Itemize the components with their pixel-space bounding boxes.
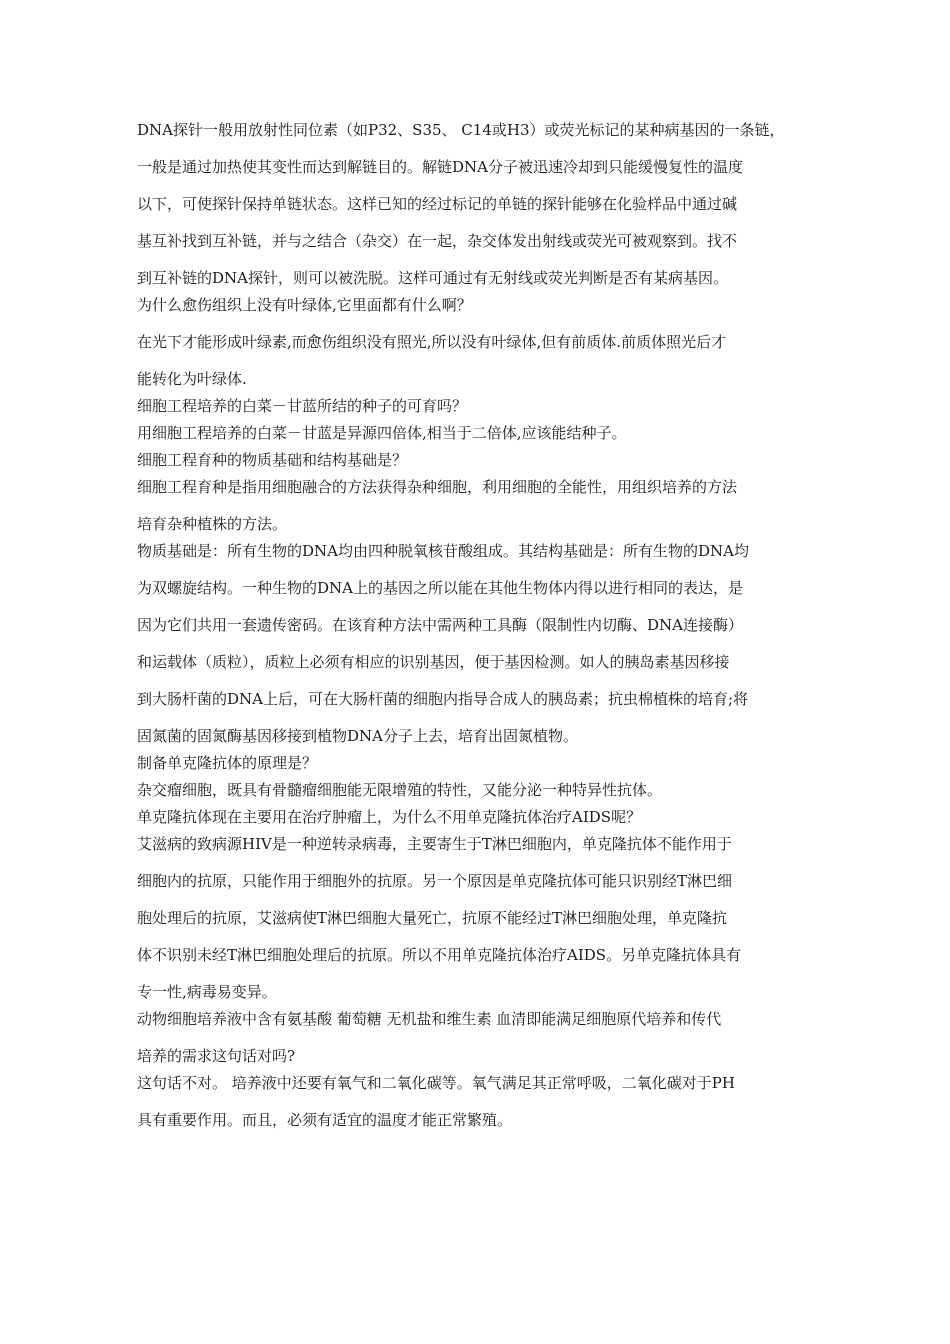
question-line: 细胞工程培养的白菜－甘蓝所结的种子的可育吗？ [137, 397, 468, 415]
text-line: 胞处理后的抗原，艾滋病使T淋巴细胞大量死亡，抗原不能经过T淋巴细胞处理，单克隆抗 [137, 909, 728, 927]
text-line: 在光下才能形成叶绿素,而愈伤组织没有照光,所以没有叶绿体,但有前质体.前质体照光后才 [137, 333, 727, 351]
text-line: 因为它们共用一套遗传密码。在该育种方法中需两种工具酶（限制性内切酶、DNA连接酶） [137, 616, 743, 634]
text-line: 基互补找到互补链，并与之结合（杂交）在一起，杂交体发出射线或荧光可被观察到。找不 [137, 232, 738, 250]
text-line: 艾滋病的致病源HIV是一种逆转录病毒，主要寄生于T淋巴细胞内，单克隆抗体不能作用于 [137, 835, 732, 853]
text-line: 杂交瘤细胞，既具有骨髓瘤细胞能无限增殖的特性，又能分泌一种特异性抗体。 [137, 781, 663, 799]
text-line: 用细胞工程培养的白菜－甘蓝是异源四倍体,相当于二倍体,应该能结种子。 [137, 424, 627, 442]
text-line: 体不识别未经T淋巴细胞处理后的抗原。所以不用单克隆抗体治疗AIDS。另单克隆抗体具有 [137, 946, 742, 964]
document-body [137, 120, 809, 1130]
text-line: 能转化为叶绿体. [137, 370, 247, 388]
text-line: 为双螺旋结构。一种生物的DNA上的基因之所以能在其他生物体内得以进行相同的表达，是 [137, 579, 743, 597]
text-line: 细胞工程育种是指用细胞融合的方法获得杂种细胞，利用细胞的全能性，用组织培养的方法 [137, 478, 738, 496]
question-line: 动物细胞培养液中含有氨基酸 葡萄糖 无机盐和维生素 血清即能满足细胞原代培养和传代 [137, 1010, 722, 1028]
text-line: 和运载体（质粒），质粒上必须有相应的识别基因，便于基因检测。如人的胰岛素基因移接 [137, 653, 730, 671]
text-line: 固氮菌的固氮酶基因移接到植物DNA分子上去，培育出固氮植物。 [137, 727, 578, 745]
text-line: DNA探针一般用放射性同位素（如P32、S35、 C14或H3）或荧光标记的某种病基因的一条链， [137, 121, 785, 139]
text-line: 细胞内的抗原，只能作用于细胞外的抗原。另一个原因是单克隆抗体可能只识别经T淋巴细 [137, 872, 733, 890]
text-line: 以下，可使探针保持单链状态。这样已知的经过标记的单链的探针能够在化验样品中通过碱 [137, 195, 738, 213]
text-line: 培育杂种植株的方法。 [137, 515, 288, 533]
question-line: 为什么愈伤组织上没有叶绿体,它里面都有什么啊？ [137, 296, 472, 314]
text-line: 到大肠杆菌的DNA上后，可在大肠杆菌的细胞内指导合成人的胰岛素；抗虫棉植株的培育;将 [137, 690, 749, 708]
question-line: 制备单克隆抗体的原理是？ [137, 754, 318, 772]
question-line: 单克隆抗体现在主要用在治疗肿瘤上，为什么不用单克隆抗体治疗AIDS呢？ [137, 808, 642, 826]
question-line: 细胞工程育种的物质基础和结构基础是？ [137, 451, 408, 469]
text-line: 一般是通过加热使其变性而达到解链目的。解链DNA分子被迅速冷却到只能缓慢复性的温度 [137, 158, 743, 176]
text-line: 物质基础是：所有生物的DNA均由四种脱氧核苷酸组成。其结构基础是：所有生物的DNA均 [137, 542, 749, 560]
text-line: 具有重要作用。而且，必须有适宜的温度才能正常繁殖。 [137, 1111, 513, 1129]
text-line: 到互补链的DNA探针，则可以被洗脱。这样可通过有无射线或荧光判断是否有某病基因。 [137, 269, 728, 287]
text-line: 这句话不对。 培养液中还要有氧气和二氧化碳等。氧气满足其正常呼吸，二氧化碳对于PH [137, 1074, 735, 1092]
question-line: 培养的需求这句话对吗? [137, 1047, 296, 1065]
text-line: 专一性,病毒易变异。 [137, 983, 277, 1001]
